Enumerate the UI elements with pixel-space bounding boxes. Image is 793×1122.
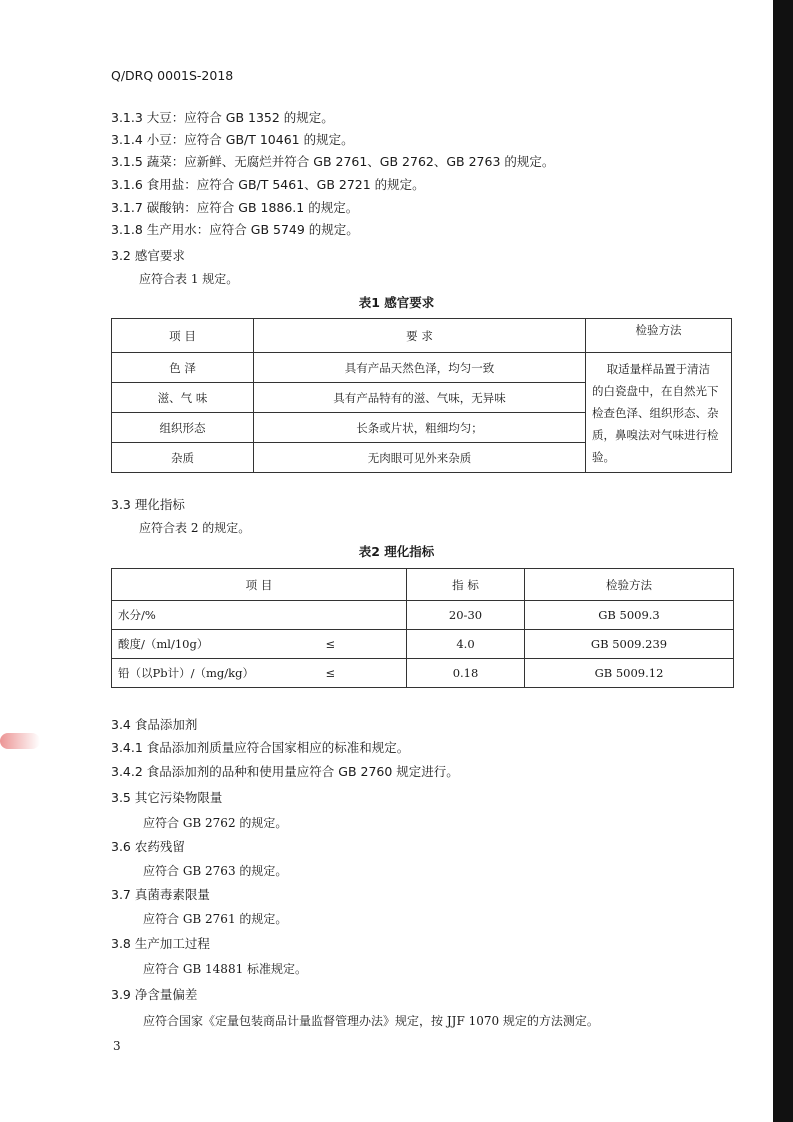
clause-3-1-5: 3.1.5 蔬菜：应新鲜、无腐烂并符合 GB 2761、GB 2762、GB 2763 的规定。 [111,154,555,169]
item-cell: 酸度/（ml/10g） [112,630,322,659]
method-cell [586,353,732,473]
requirement-cell: 长条或片状，粗细均匀； [254,413,586,443]
table-1-caption: 表1 感官要求 [358,295,435,310]
clause-3-4-2: 3.4.2 食品添加剂的品种和使用量应符合 GB 2760 规定进行。 [111,764,459,779]
value-cell: 4.0 [407,630,525,659]
operator-cell: ≤ [322,630,407,659]
operator-cell: ≤ [322,659,407,688]
section-3-3-heading: 3.3 理化指标 [111,497,185,512]
clause-3-1-7: 3.1.7 碳酸钠：应符合 GB 1886.1 的规定。 [111,200,359,215]
section-3-6-body: 应符合 GB 2763 的规定。 [143,864,288,878]
table-row [112,353,732,383]
doc-code: Q/DRQ 0001S-2018 [111,68,234,83]
method-line: 取适量样品置于清洁 [592,361,711,376]
table-row [112,601,734,630]
section-3-5-heading: 3.5 其它污染物限量 [111,790,223,805]
requirement-cell: 无肉眼可见外来杂质 [254,443,586,473]
requirement-cell: 具有产品天然色泽，均匀一致 [254,353,586,383]
item-cell: 杂质 [112,443,254,473]
clause-3-1-8: 3.1.8 生产用水：应符合 GB 5749 的规定。 [111,222,359,237]
header-item: 项 目 [112,569,407,601]
section-3-8-heading: 3.8 生产加工过程 [111,936,210,951]
section-3-5-body: 应符合 GB 2762 的规定。 [143,816,288,830]
clause-3-1-6: 3.1.6 食用盐：应符合 GB/T 5461、GB 2721 的规定。 [111,177,425,192]
item-cell: 水分/% [112,601,407,630]
method-line: 检查色泽、组织形态、杂 [592,405,719,420]
table-2-caption: 表2 理化指标 [358,544,435,559]
section-3-2-intro: 应符合表 1 规定。 [139,272,239,286]
table-header-row [112,569,734,601]
table-header-row [112,319,732,353]
table-row [112,659,734,688]
value-cell: 0.18 [407,659,525,688]
section-3-9-heading: 3.9 净含量偏差 [111,987,198,1002]
scan-edge [773,0,793,1122]
method-cell: GB 5009.12 [525,659,734,688]
page-number: 3 [113,1039,121,1053]
item-cell: 组织形态 [112,413,254,443]
section-3-3-intro: 应符合表 2 的规定。 [139,521,251,535]
item-cell: 铅（以Pb计）/（mg/kg） [112,659,322,688]
section-3-9-body: 应符合国家《定量包装商品计量监督管理办法》规定，按 JJF 1070 规定的方法测定。 [143,1014,599,1028]
value-cell: 20-30 [407,601,525,630]
method-cell: GB 5009.3 [525,601,734,630]
physchem-table [111,568,734,688]
clause-3-4-1: 3.4.1 食品添加剂质量应符合国家相应的标准和规定。 [111,740,410,755]
method-cell: GB 5009.239 [525,630,734,659]
header-value: 指 标 [407,569,525,601]
sensory-table [111,318,732,473]
section-3-2-heading: 3.2 感官要求 [111,248,185,263]
method-line: 验。 [592,449,615,464]
section-3-6-heading: 3.6 农药残留 [111,839,185,854]
method-line: 的白瓷盘中，在自然光下 [592,383,719,398]
table-row [112,630,734,659]
section-3-7-body: 应符合 GB 2761 的规定。 [143,912,288,926]
section-3-4-heading: 3.4 食品添加剂 [111,717,198,732]
section-3-8-body: 应符合 GB 14881 标准规定。 [143,962,308,976]
header-method: 检验方法 [525,569,734,601]
method-line: 质，鼻嗅法对气味进行检 [592,427,719,442]
clause-3-1-3: 3.1.3 大豆：应符合 GB 1352 的规定。 [111,110,334,125]
requirement-cell: 具有产品特有的滋、气味，无异味 [254,383,586,413]
item-cell: 滋、气 味 [112,383,254,413]
header-requirement: 要 求 [254,319,586,353]
header-item: 项 目 [112,319,254,353]
item-cell: 色 泽 [112,353,254,383]
scan-mark [0,733,40,749]
clause-3-1-4: 3.1.4 小豆：应符合 GB/T 10461 的规定。 [111,132,354,147]
section-3-7-heading: 3.7 真菌毒素限量 [111,887,210,902]
header-method: 检验方法 [586,319,732,353]
